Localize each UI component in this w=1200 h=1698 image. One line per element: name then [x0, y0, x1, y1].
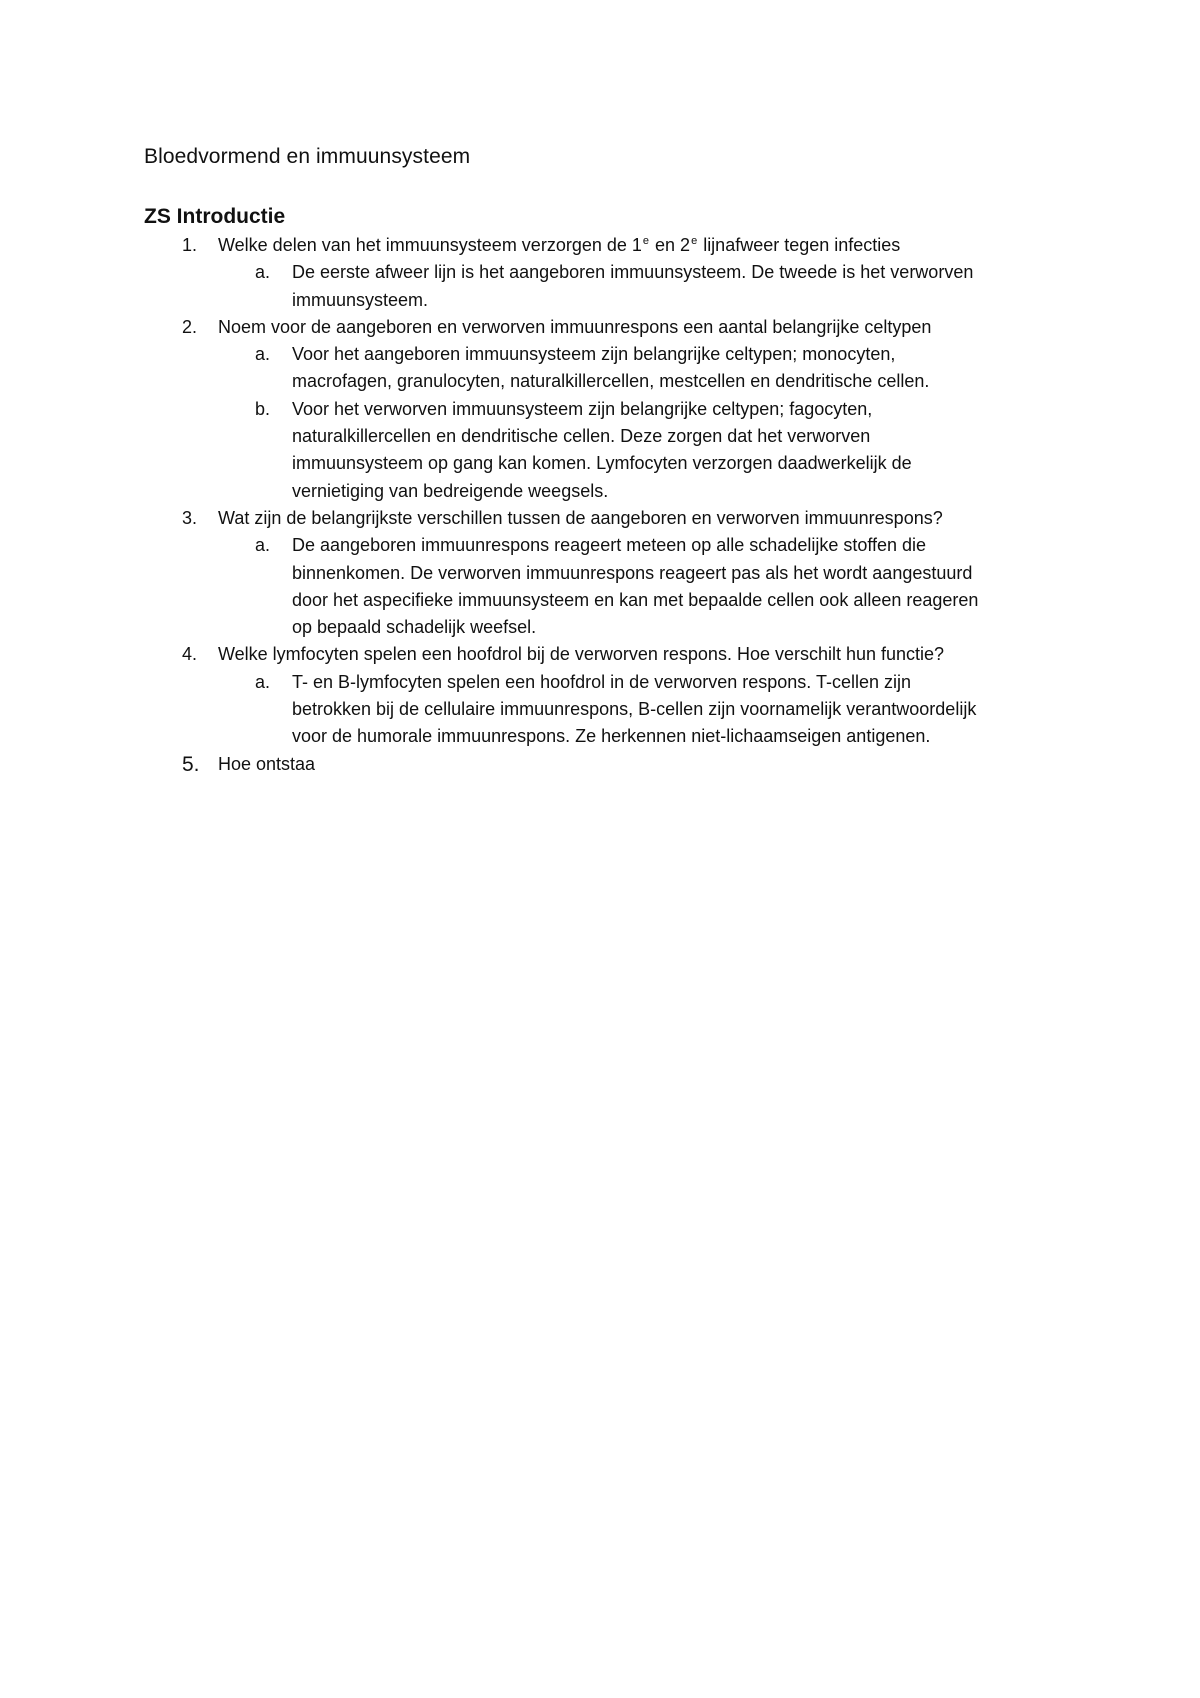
answer-text: De aangeboren immuunrespons reageert meteen op alle schadelijke stoffen die binnenkomen. De verworven immuunrespons reageert pas als het wordt aangestuurd door het aspecifieke immuunsysteem en kan met bepaalde cellen ook alleen reageren op bepaald schadelijk weefsel.	[292, 535, 979, 638]
answer-label: b.	[255, 398, 271, 419]
question-item	[144, 314, 1064, 505]
document-title: Bloedvormend en immuunsysteem	[144, 145, 471, 168]
question-text: Hoe ontstaa	[218, 753, 316, 774]
question-text: Welke lymfocyten spelen een hoofdrol bij de verworven respons. Hoe verschilt hun functie?	[218, 644, 945, 665]
question-text-part: en 2	[650, 235, 691, 255]
question-item	[144, 751, 1064, 778]
answer-label: a.	[255, 671, 271, 692]
answer-list	[218, 532, 1064, 641]
question-text: Wat zijn de belangrijkste verschillen tussen de aangeboren en verworven immuunrespons?	[218, 507, 943, 528]
question-number: 5.	[182, 752, 200, 776]
question-text-part: Welke delen van het immuunsysteem verzorgen de 1	[218, 235, 642, 255]
question-number: 3.	[182, 507, 198, 528]
question-text-part: lijnafweer tegen infecties	[698, 235, 901, 255]
superscript: e	[642, 235, 650, 247]
answer-label: a.	[255, 344, 271, 365]
answer-item	[218, 669, 992, 751]
answer-text: T- en B-lymfocyten spelen een hoofdrol in de verworven respons. T-cellen zijn betrokken bij de cellulaire immuunrespons, B-cellen zijn voornamelijk verantwoordelijk voor de humorale immuunrespons. Ze herkennen niet-lichaamseigen antigenen.	[292, 671, 977, 747]
answer-text: Voor het verworven immuunsysteem zijn belangrijke celtypen; fagocyten, naturalkillercellen en dendritische cellen. Deze zorgen dat het verworven immuunsysteem op gang kan komen. Lymfocyten verzorgen daadwerkelijk de vernietiging van bedreigende weegsels.	[292, 398, 912, 501]
answer-item	[218, 396, 992, 505]
answer-item	[218, 341, 992, 396]
question-text	[218, 232, 1064, 259]
answer-text: Voor het aangeboren immuunsysteem zijn belangrijke celtypen; monocyten, macrofagen, granulocyten, naturalkillercellen, mestcellen en dendritische cellen.	[292, 344, 930, 392]
section-heading: ZS Introductie	[144, 205, 286, 228]
question-number: 2.	[182, 316, 198, 337]
answer-item	[218, 259, 992, 314]
answer-list	[218, 669, 1064, 751]
question-number: 4.	[182, 644, 198, 665]
answer-item	[218, 532, 992, 641]
question-text: Noem voor de aangeboren en verworven immuunrespons een aantal belangrijke celtypen	[218, 316, 932, 337]
answer-label: a.	[255, 535, 271, 556]
question-list	[144, 232, 1064, 778]
answer-text: De eerste afweer lijn is het aangeboren immuunsysteem. De tweede is het verworven immuunsysteem.	[292, 262, 974, 310]
superscript: e	[691, 235, 698, 247]
question-item	[144, 505, 1064, 641]
answer-list	[218, 341, 1064, 505]
question-item	[144, 641, 1064, 750]
answer-list	[218, 259, 1064, 314]
answer-label: a.	[255, 262, 271, 283]
question-item	[144, 232, 1064, 314]
question-number: 1.	[182, 235, 198, 255]
